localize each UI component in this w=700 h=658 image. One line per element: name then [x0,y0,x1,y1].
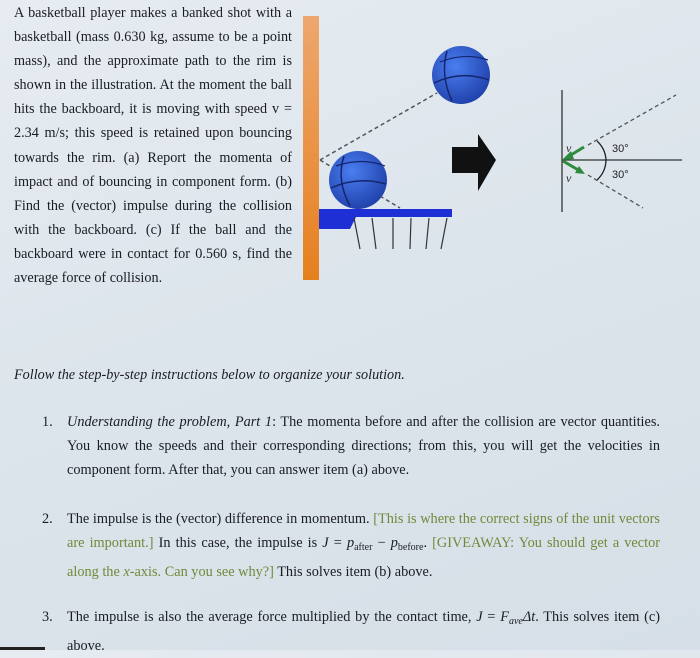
basketball-top [432,46,490,104]
impulse-symbol: J [322,535,329,551]
velocity-diagram [562,90,682,212]
v-label-bottom: v [566,171,572,185]
basketball-bottom [329,151,387,209]
backboard [303,16,319,280]
hint-signs: [This is where the correct signs of the unit vectors are important.] [67,511,660,551]
v-label-top: v [566,141,572,155]
step-1: 1. Understanding the problem, Part 1: The momenta before and after the collision are vector quantities. You know the speeds and their corresponding directions; from this, you will get the velocities in component form. After that, you can answer item (a) above. [42,414,660,478]
hint-giveaway: [GIVEAWAY: You should get a vector along the x-axis. Can you see why?] [67,535,660,580]
rim [319,209,452,229]
step-2: 2. The impulse is the (vector) difference in momentum. [This is where the correct signs of the unit vectors are important.] In this case, the impulse is $J = p_{after} - p_{before}$. [GIVEAWAY: You should get a vector along the x-axis. Can you see why?] This solves item (b) above. [42,511,660,580]
basketball-illustration [0,0,700,300]
step-3: 3. The impulse is also the average force multiplied by the contact time, $J = F_{ave}\Delta t$. This solves item (c) above. [42,609,660,654]
angle-bottom: 30° [612,169,629,181]
ball-path-in [320,93,437,160]
right-arrow-icon [452,134,496,191]
step-1-title: Understanding the problem, Part 1 [67,414,273,430]
angle-top: 30° [612,143,629,155]
instructions-intro: Follow the step-by-step instructions below to organize your solution. [14,367,405,383]
problem-text: A basketball player makes a banked shot with a basketball (mass 0.630 kg, assume to be a point mass), and the approximate path to the rim is shown in the illustration. At the moment the ball hits the backboard, it is moving with speed v = 2.34 m/s; this speed is retained upon bouncing towards the rim. (a) Report the momenta of impact and of bouncing in component form. (b) Find the (vector) impulse during the collision with the backboard. (c) If the ball and the backboard were in contact for 0.560 s, find the average force of collision. [14,5,292,287]
net [354,218,447,249]
step-1-text: : The momenta before and after the collision are vector quantities. You know the speeds and their corresponding directions; from this, you will get the velocities in component form. After that, you can answer item (a) above. [67,414,660,478]
